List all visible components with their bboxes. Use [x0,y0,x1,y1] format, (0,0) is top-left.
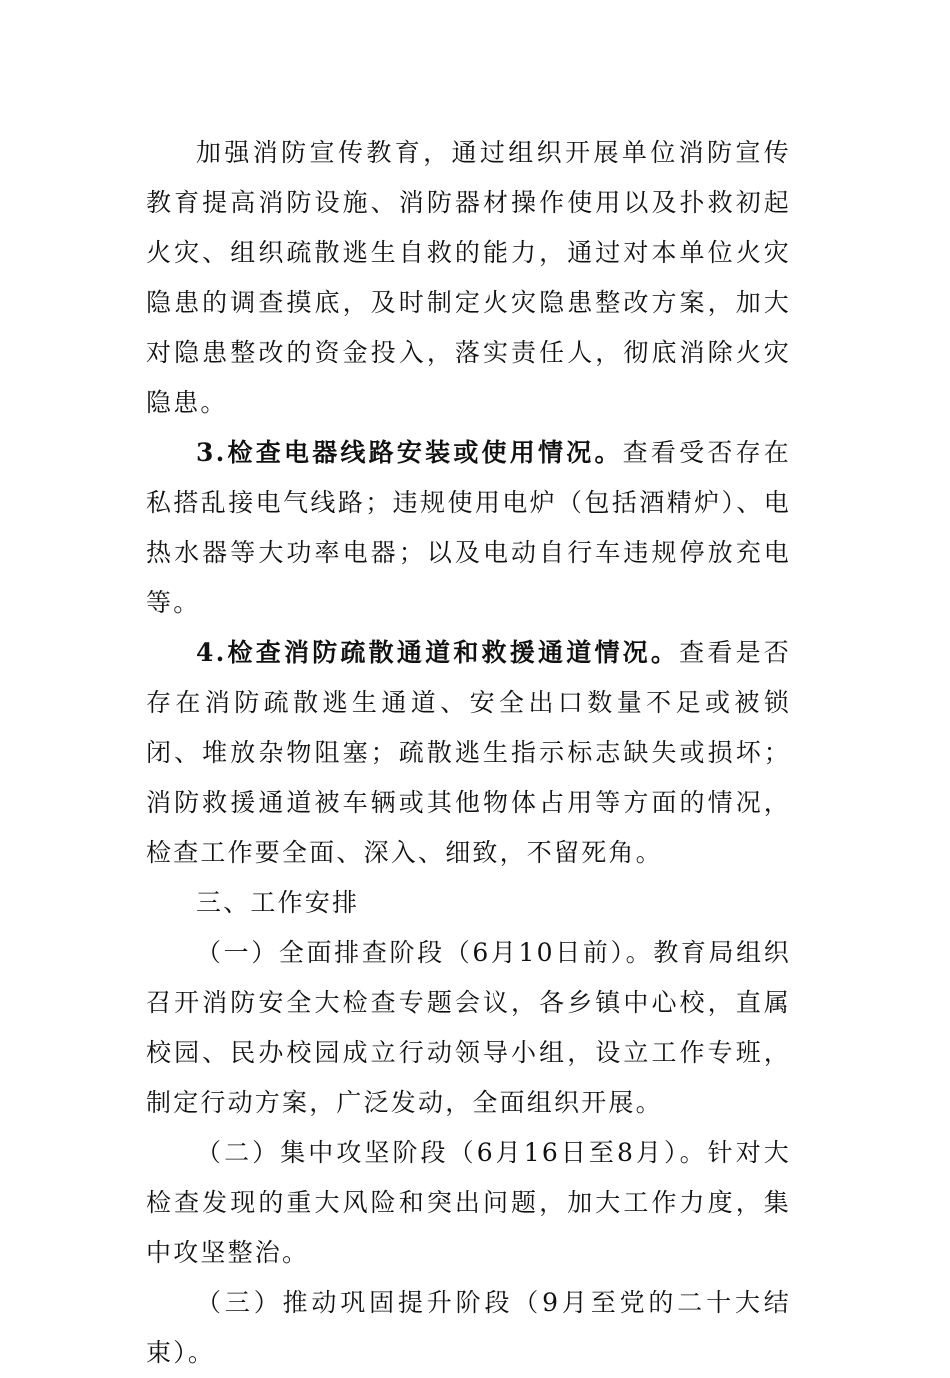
stage-paragraph: （三）推动巩固提升阶段（9月至党的二十大结束）。 [146,1288,791,1367]
paragraph-lead: 4.检查消防疏散通道和救援通道情况。 [196,638,680,667]
paragraph-evacuation-check [146,628,791,878]
paragraph-lead: 3.检查电器线路安装或使用情况。 [196,438,623,467]
section-heading: 三、工作安排 [196,888,360,917]
stage-paragraph: （一）全面排查阶段（6月10日前）。教育局组织召开消防安全大检查专题会议，各乡镇中心校，直属校园、民办校园成立行动领导小组，设立工作专班，制定行动方案，广泛发动，全面组织开展。 [146,938,791,1117]
paragraph-electrical-check [146,428,791,628]
paragraph-text: 查看受否存在私搭乱接电气线路；违规使用电炉（包括酒精炉）、电热水器等大功率电器；以及电动自行车违规停放充电等。 [146,438,791,617]
document-body [146,128,791,1378]
stage-paragraph: （二）集中攻坚阶段（6月16日至8月）。针对大检查发现的重大风险和突出问题，加大工作力度，集中攻坚整治。 [146,1138,791,1267]
paragraph-text: 查看是否存在消防疏散逃生通道、安全出口数量不足或被锁闭、堆放杂物阻塞；疏散逃生指示标志缺失或损坏；消防救援通道被车辆或其他物体占用等方面的情况，检查工作要全面、深入、细致，不留死角。 [146,638,791,867]
paragraph-fire-publicity [146,128,791,428]
paragraph-text: 加强消防宣传教育，通过组织开展单位消防宣传教育提高消防设施、消防器材操作使用以及扑救初起火灾、组织疏散逃生自救的能力，通过对本单位火灾隐患的调查摸底，及时制定火灾隐患整改方案，加大对隐患整改的资金投入，落实责任人，彻底消除火灾隐患。 [146,138,791,417]
